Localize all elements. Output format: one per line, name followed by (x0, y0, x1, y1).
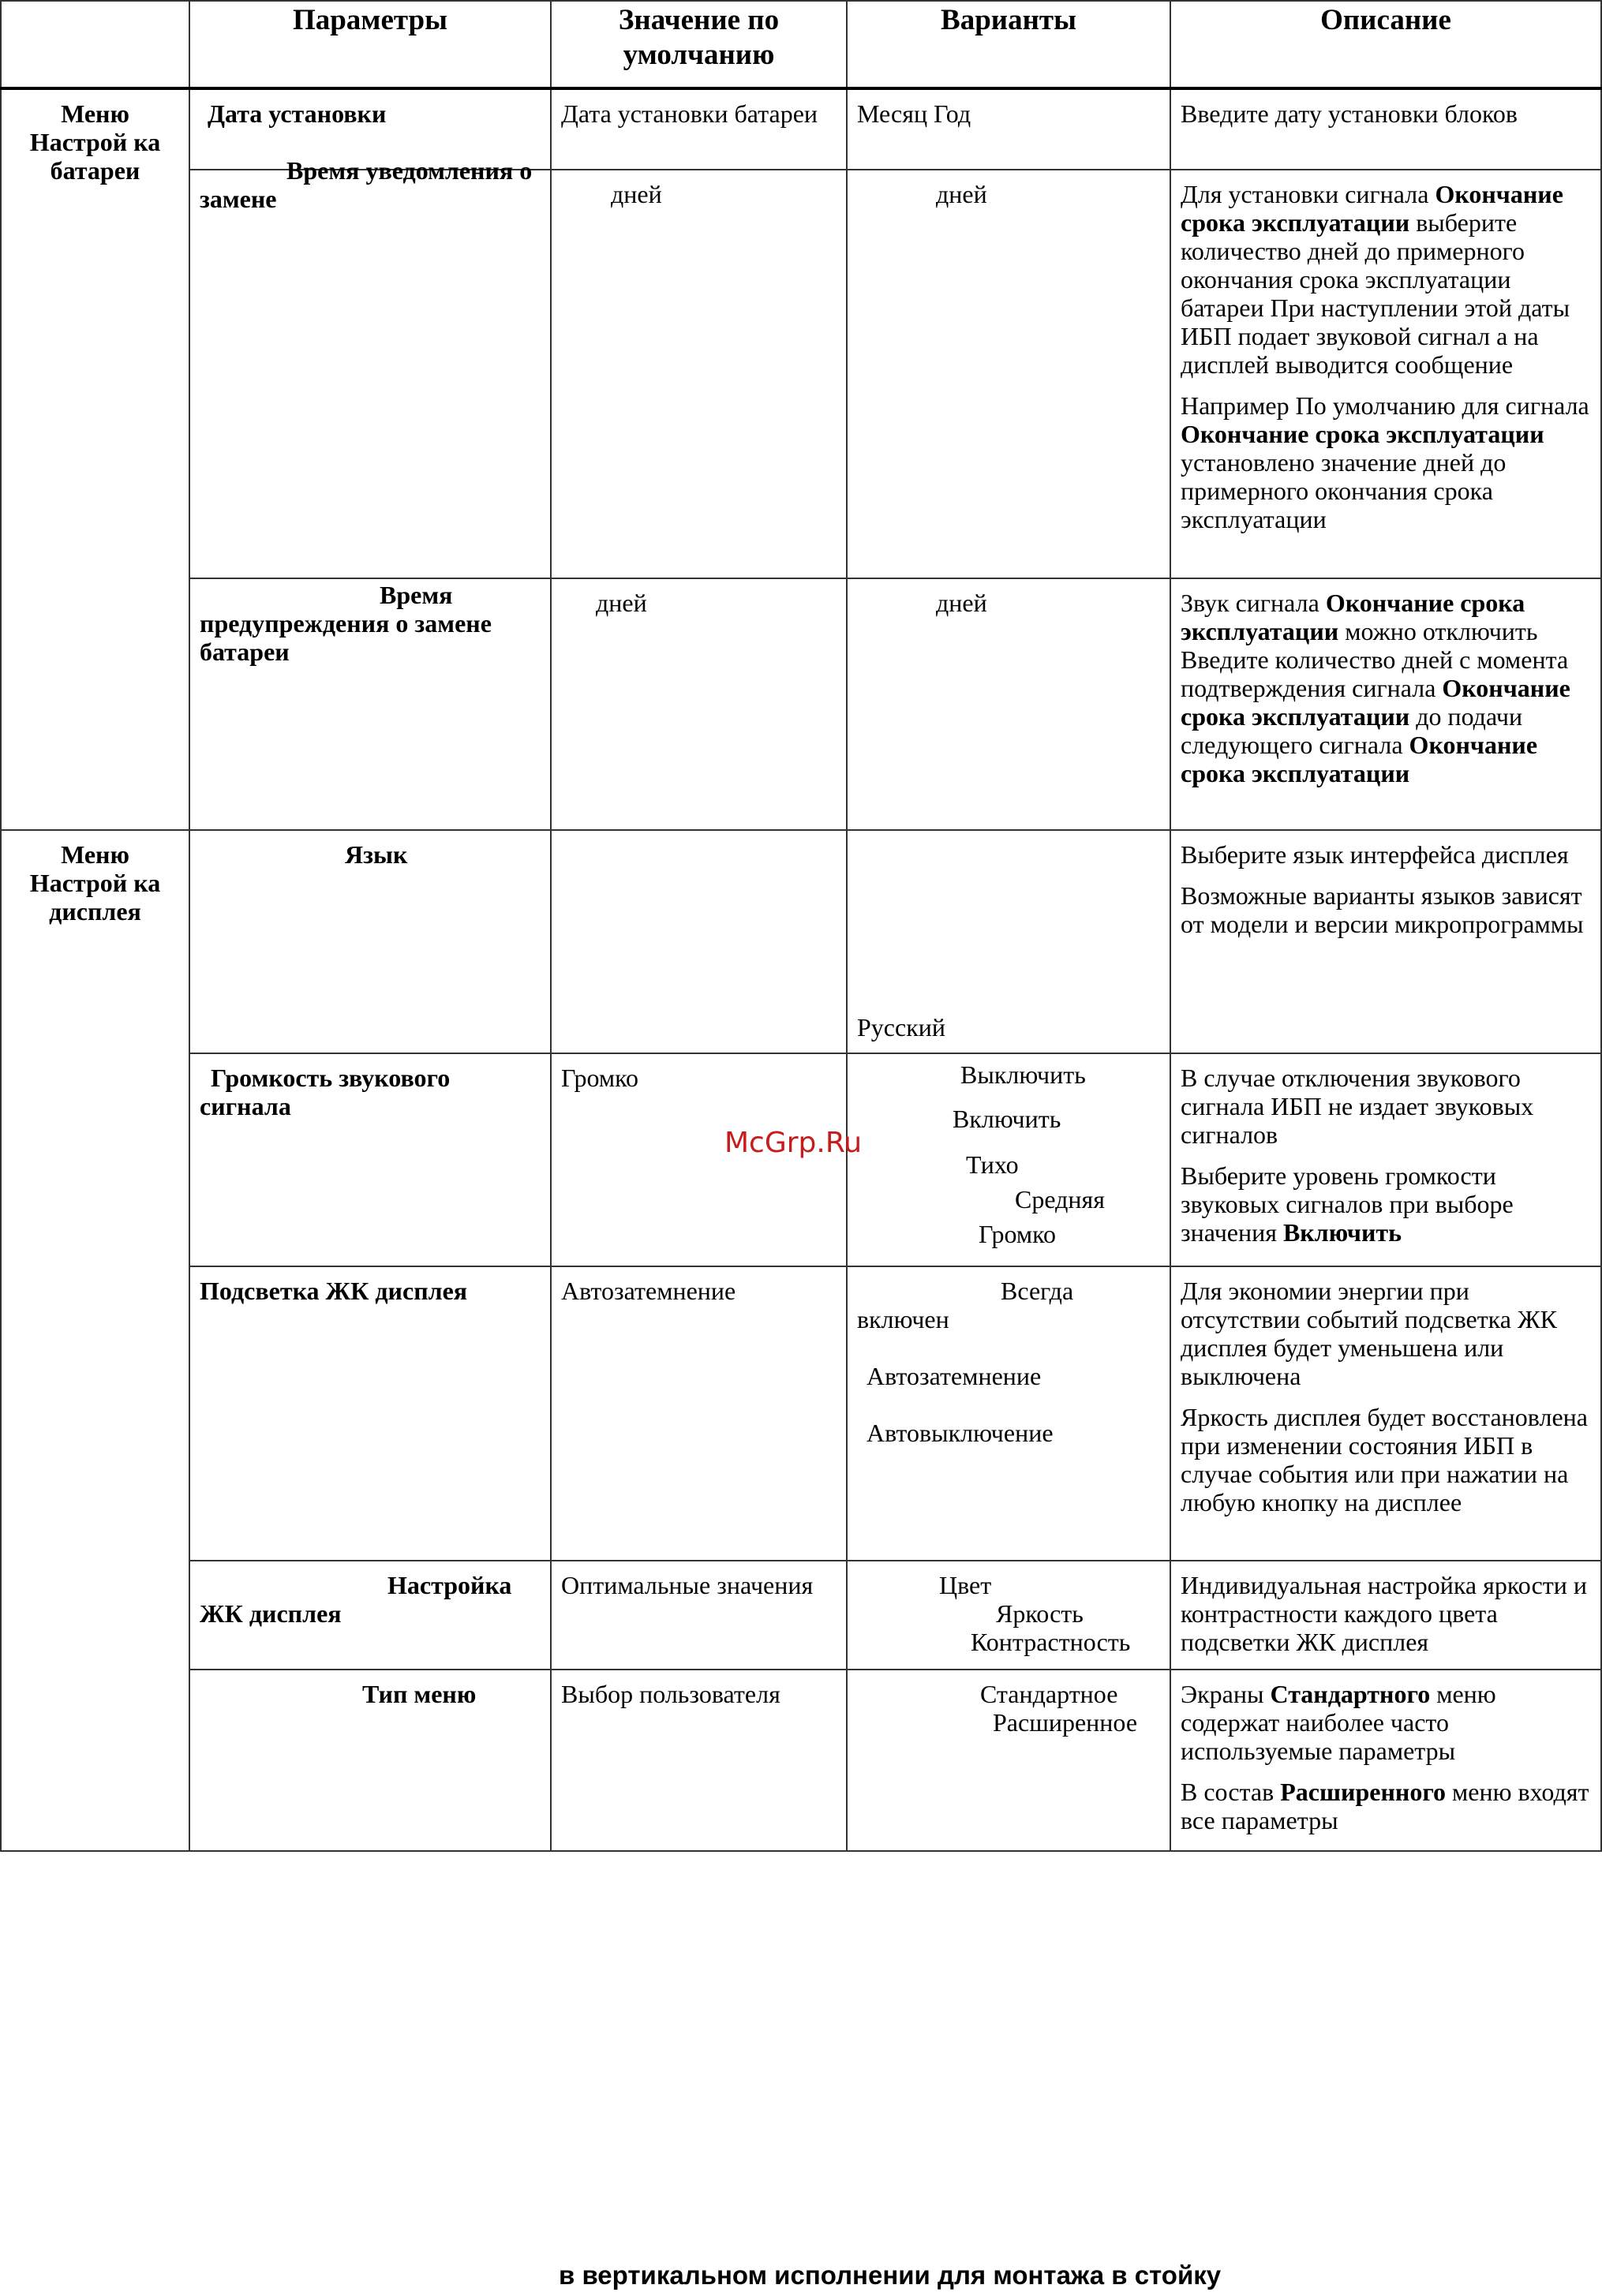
param-menu-type: Тип меню (189, 1670, 551, 1851)
desc-language (1170, 830, 1601, 1053)
header-default: Значение по умолчанию (551, 1, 847, 88)
desc-lcd-settings: Индивидуальная настройка яркости и контрастности каждого цвета подсветки ЖК дисплея (1170, 1561, 1601, 1670)
option-off: Выключить (960, 1060, 1086, 1089)
options-replace-warning: дней (847, 578, 1170, 830)
options-language: Русский (847, 830, 1170, 1053)
header-options: Варианты (847, 1, 1170, 88)
table-row (1, 578, 1601, 830)
option-quiet: Тихо (966, 1150, 1019, 1179)
option-contrast: Контрастность (971, 1628, 1131, 1656)
desc-menu-type-p2: В состав Расширенного меню входят все параметры (1181, 1778, 1589, 1834)
default-menu-type: Выбор пользователя (551, 1670, 847, 1851)
header-description: Описание (1170, 1, 1601, 88)
param-lcd-settings (189, 1561, 551, 1670)
options-replace-notify: дней (847, 170, 1170, 578)
default-language (551, 830, 847, 1053)
option-on: Включить (953, 1105, 1061, 1133)
desc-language-p1: Выберите язык интерфейса дисплея (1181, 840, 1569, 869)
desc-replace-notify-p1: Для установки сигнала Окончание срока эксплуатации выберите количество дней до примерного окончания срока эксплуатации батареи При наступлении этой даты ИБП подает звуковой сигнал а на дисплей выводится сообщение (1181, 180, 1570, 379)
desc-menu-type (1170, 1670, 1601, 1851)
desc-menu-type-p1: Экраны Стандартного меню содержат наиболее часто используемые параметры (1181, 1680, 1496, 1765)
option-color: Цвет (939, 1571, 992, 1599)
menu-battery-cell: Меню Настрой ка батареи (1, 88, 189, 830)
table-row (1, 170, 1601, 578)
desc-beep-volume (1170, 1053, 1601, 1266)
table-row (1, 1266, 1601, 1561)
param-replace-warning (189, 578, 551, 830)
desc-lcd-backlight-p1: Для экономии энергии при отсутствии событий подсветка ЖК дисплея будет уменьшена или выключена (1181, 1277, 1557, 1390)
table-row (1, 1053, 1601, 1266)
default-lcd-backlight: Автозатемнение (551, 1266, 847, 1561)
options-install-date: Месяц Год (847, 88, 1170, 170)
param-lcd-settings-text: Настройка ЖК дисплея (200, 1571, 512, 1628)
table-row (1, 1561, 1601, 1670)
default-replace-notify: дней (551, 170, 847, 578)
option-medium: Средняя (1015, 1185, 1105, 1213)
param-replace-notify-text: Время уведомления о замене (200, 156, 533, 213)
option-auto-dim: Автозатемнение (867, 1362, 1042, 1390)
table-header-row (1, 1, 1601, 88)
desc-replace-warning-p1: Звук сигнала Окончание срока эксплуатации можно отключить Введите количество дней с момента подтверждения сигнала Окончание срока эксплуатации до подачи следующего сигнала Окончание срока эксплуатации (1181, 589, 1570, 787)
table-row (1, 1670, 1601, 1851)
desc-lcd-backlight (1170, 1266, 1601, 1561)
options-menu-type (847, 1670, 1170, 1851)
header-parameters: Параметры (189, 1, 551, 88)
desc-replace-warning (1170, 578, 1601, 830)
desc-replace-notify-p2: Например По умолчанию для сигнала Окончание срока эксплуатации установлено значение дней до примерного окончания срока эксплуатации (1181, 391, 1589, 533)
option-brightness: Яркость (996, 1599, 1084, 1628)
default-install-date: Дата установки батареи (551, 88, 847, 170)
option-standard: Стандартное (980, 1680, 1118, 1708)
table-row (1, 830, 1601, 1053)
desc-install-date: Введите дату установки блоков (1170, 88, 1601, 170)
desc-beep-volume-p1: В случае отключения звукового сигнала ИБП не издает звуковых сигналов (1181, 1064, 1534, 1149)
param-install-date: Дата установки (189, 88, 551, 170)
param-language: Язык (189, 830, 551, 1053)
option-auto-off: Автовыключение (867, 1419, 1054, 1447)
options-lcd-settings (847, 1561, 1170, 1670)
param-lcd-backlight: Подсветка ЖК дисплея (189, 1266, 551, 1561)
desc-beep-volume-p2: Выберите уровень громкости звуковых сигналов при выборе значения Включить (1181, 1161, 1514, 1247)
param-beep-volume (189, 1053, 551, 1266)
default-replace-warning: дней (551, 578, 847, 830)
default-beep-volume: Громко (551, 1053, 847, 1266)
param-beep-volume-text: Громкость звукового сигнала (200, 1064, 451, 1120)
page-footer: в вертикальном исполнении для монтажа в стойку (559, 2260, 1222, 2290)
desc-language-p2: Возможные варианты языков зависят от модели и версии микропрограммы (1181, 881, 1584, 938)
option-advanced: Расширенное (993, 1708, 1138, 1737)
option-always-on: Всегда включен (857, 1277, 1074, 1333)
menu-display-cell: Меню Настрой ка дисплея (1, 830, 189, 1851)
param-replace-warning-text: Время предупреждения о замене батареи (200, 581, 492, 666)
options-lcd-backlight (847, 1266, 1170, 1561)
watermark: McGrp.Ru (724, 1127, 863, 1159)
option-loud: Громко (979, 1220, 1057, 1248)
desc-replace-notify (1170, 170, 1601, 578)
default-lcd-settings: Оптимальные значения (551, 1561, 847, 1670)
header-empty (1, 1, 189, 88)
options-beep-volume (847, 1053, 1170, 1266)
desc-lcd-backlight-p2: Яркость дисплея будет восстановлена при изменении состояния ИБП в случае события или при нажатии на любую кнопку на дисплее (1181, 1403, 1588, 1516)
param-replace-notify (189, 156, 551, 578)
